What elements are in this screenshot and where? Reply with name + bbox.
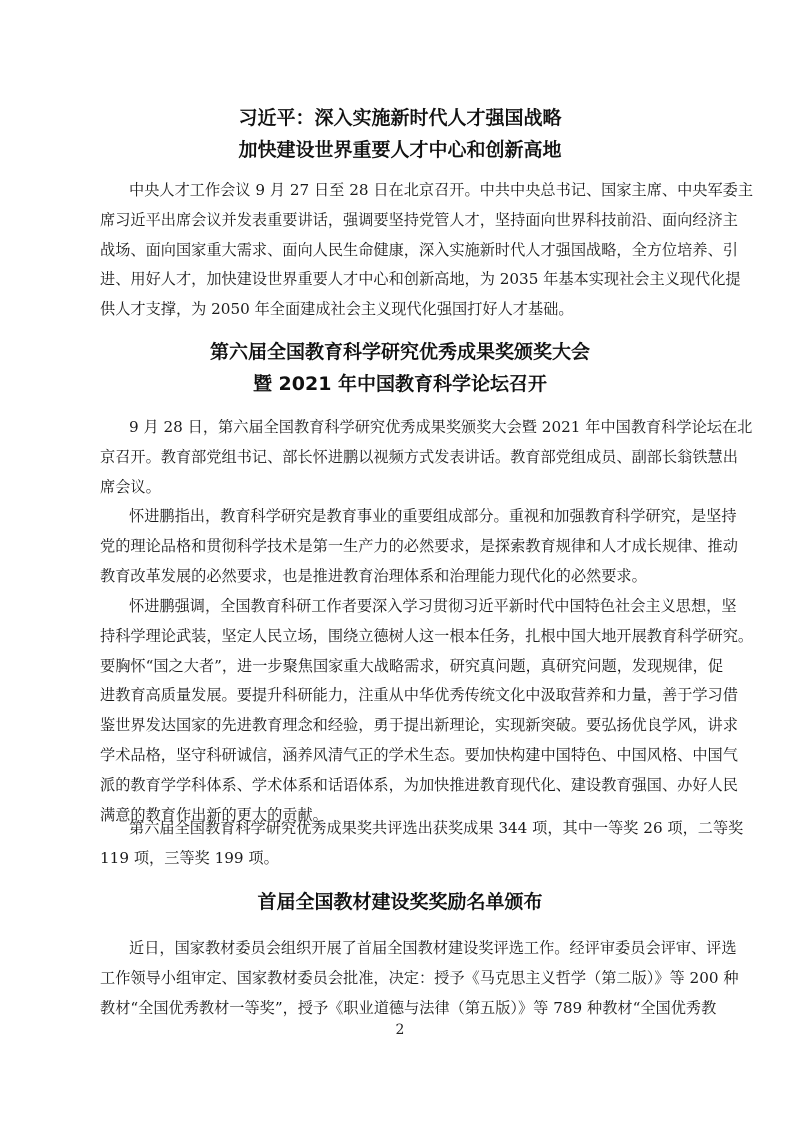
text-line: 中央人才工作会议 9 月 27 日至 28 日在北京召开。中共中央总书记、国家主席、中央军委主: [129, 181, 754, 199]
text-line: 近日，国家教材委员会组织开展了首届全国教材建设奖评选工作。经评审委员会评审、评选: [129, 939, 737, 957]
text-line: 席会议。: [100, 477, 161, 496]
page-number: 2: [395, 1022, 405, 1038]
article3-title-line: 首届全国教材建设奖奖励名单颁布: [257, 891, 543, 913]
article2-paragraph-4: [100, 814, 744, 874]
article2-paragraph-1: [100, 413, 753, 502]
article1-title: [80, 102, 720, 166]
text-line: 怀进鹏强调，全国教育科研工作者要深入学习贯彻习近平新时代中国特色社会主义思想，坚: [129, 597, 737, 615]
text-line: 席习近平出席会议并发表重要讲话，强调要坚持党管人才，坚持面向世界科技前沿、面向经济主: [100, 210, 738, 229]
text-line: 京召开。教育部党组书记、部长怀进鹏以视频方式发表讲话。教育部党组成员、副部长翁铁慧出: [100, 447, 738, 466]
text-line: 供人才支撑，为 2050 年全面建成社会主义现代化强国打好人才基础。: [100, 300, 574, 319]
article2-paragraph-3: [100, 592, 754, 830]
text-line: 进教育高质量发展。要提升科研能力，注重从中华优秀传统文化中汲取营养和力量，善于学习借: [100, 686, 738, 705]
article2-paragraph-2: [100, 502, 738, 591]
article3-paragraph: [100, 934, 739, 1023]
article1-title-line: 习近平：深入实施新时代人才强国战略: [238, 107, 562, 129]
text-line: 学术品格，坚守科研诚信，涵养风清气正的学术生态。要加快构建中国特色、中国风格、中国气: [100, 745, 738, 764]
article2-title-line: 第六届全国教育科学研究优秀成果奖颁奖大会: [209, 341, 590, 363]
text-line: 派的教育学学科体系、学术体系和话语体系，为加快推进教育现代化、建设教育强国、办好人民: [100, 775, 738, 794]
text-line: 教育改革发展的必然要求，也是推进教育治理体系和治理能力现代化的必然要求。: [100, 566, 647, 585]
text-line: 战场、面向国家重大需求、面向人民生命健康，深入实施新时代人才强国战略，全方位培养、引: [100, 240, 738, 259]
text-line: 满意的教育作出新的更大的贡献。: [100, 805, 328, 824]
text-line: 进、用好人才，加快建设世界重要人才中心和创新高地，为 2035 年基本实现社会主义现代化提: [100, 270, 741, 289]
text-line: 鉴世界发达国家的先进教育理念和经验，勇于提出新理论，实现新突破。要弘扬优良学风，讲求: [100, 716, 738, 735]
article1-paragraph: [100, 176, 754, 325]
text-line: 119 项，三等奖 199 项。: [100, 848, 279, 867]
article2-title: [80, 336, 720, 400]
text-line: 第六届全国教育科学研究优秀成果奖共评选出获奖成果 344 项，其中一等奖 26 项，二等奖: [129, 819, 744, 837]
article2-title-line: 暨 2021 年中国教育科学论坛召开: [252, 373, 548, 395]
text-line: 怀进鹏指出，教育科学研究是教育事业的重要组成部分。重视和加强教育科学研究，是坚持: [129, 507, 737, 525]
text-line: 党的理论品格和贯彻科学技术是第一生产力的必然要求，是探索教育规律和人才成长规律、推动: [100, 536, 738, 555]
text-line: 教材“全国优秀教材一等奖”，授予《职业道德与法律（第五版）》等 789 种教材“全国优秀教: [100, 998, 717, 1017]
text-line: 工作领导小组审定、国家教材委员会批准，决定：授予《马克思主义哲学（第二版）》等 200 种: [100, 968, 739, 987]
article1-title-line: 加快建设世界重要人才中心和创新高地: [238, 139, 562, 161]
text-line: 9 月 28 日，第六届全国教育科学研究优秀成果奖颁奖大会暨 2021 年中国教育科学论坛在北: [129, 418, 753, 436]
text-line: 持科学理论武装，坚定人民立场，围绕立德树人这一根本任务，扎根中国大地开展教育科学研究。: [100, 626, 754, 645]
text-line: 要胸怀“国之大者”，进一步聚焦国家重大战略需求，研究真问题，真研究问题，发现规律，促: [100, 656, 724, 675]
article3-title: [80, 886, 720, 918]
